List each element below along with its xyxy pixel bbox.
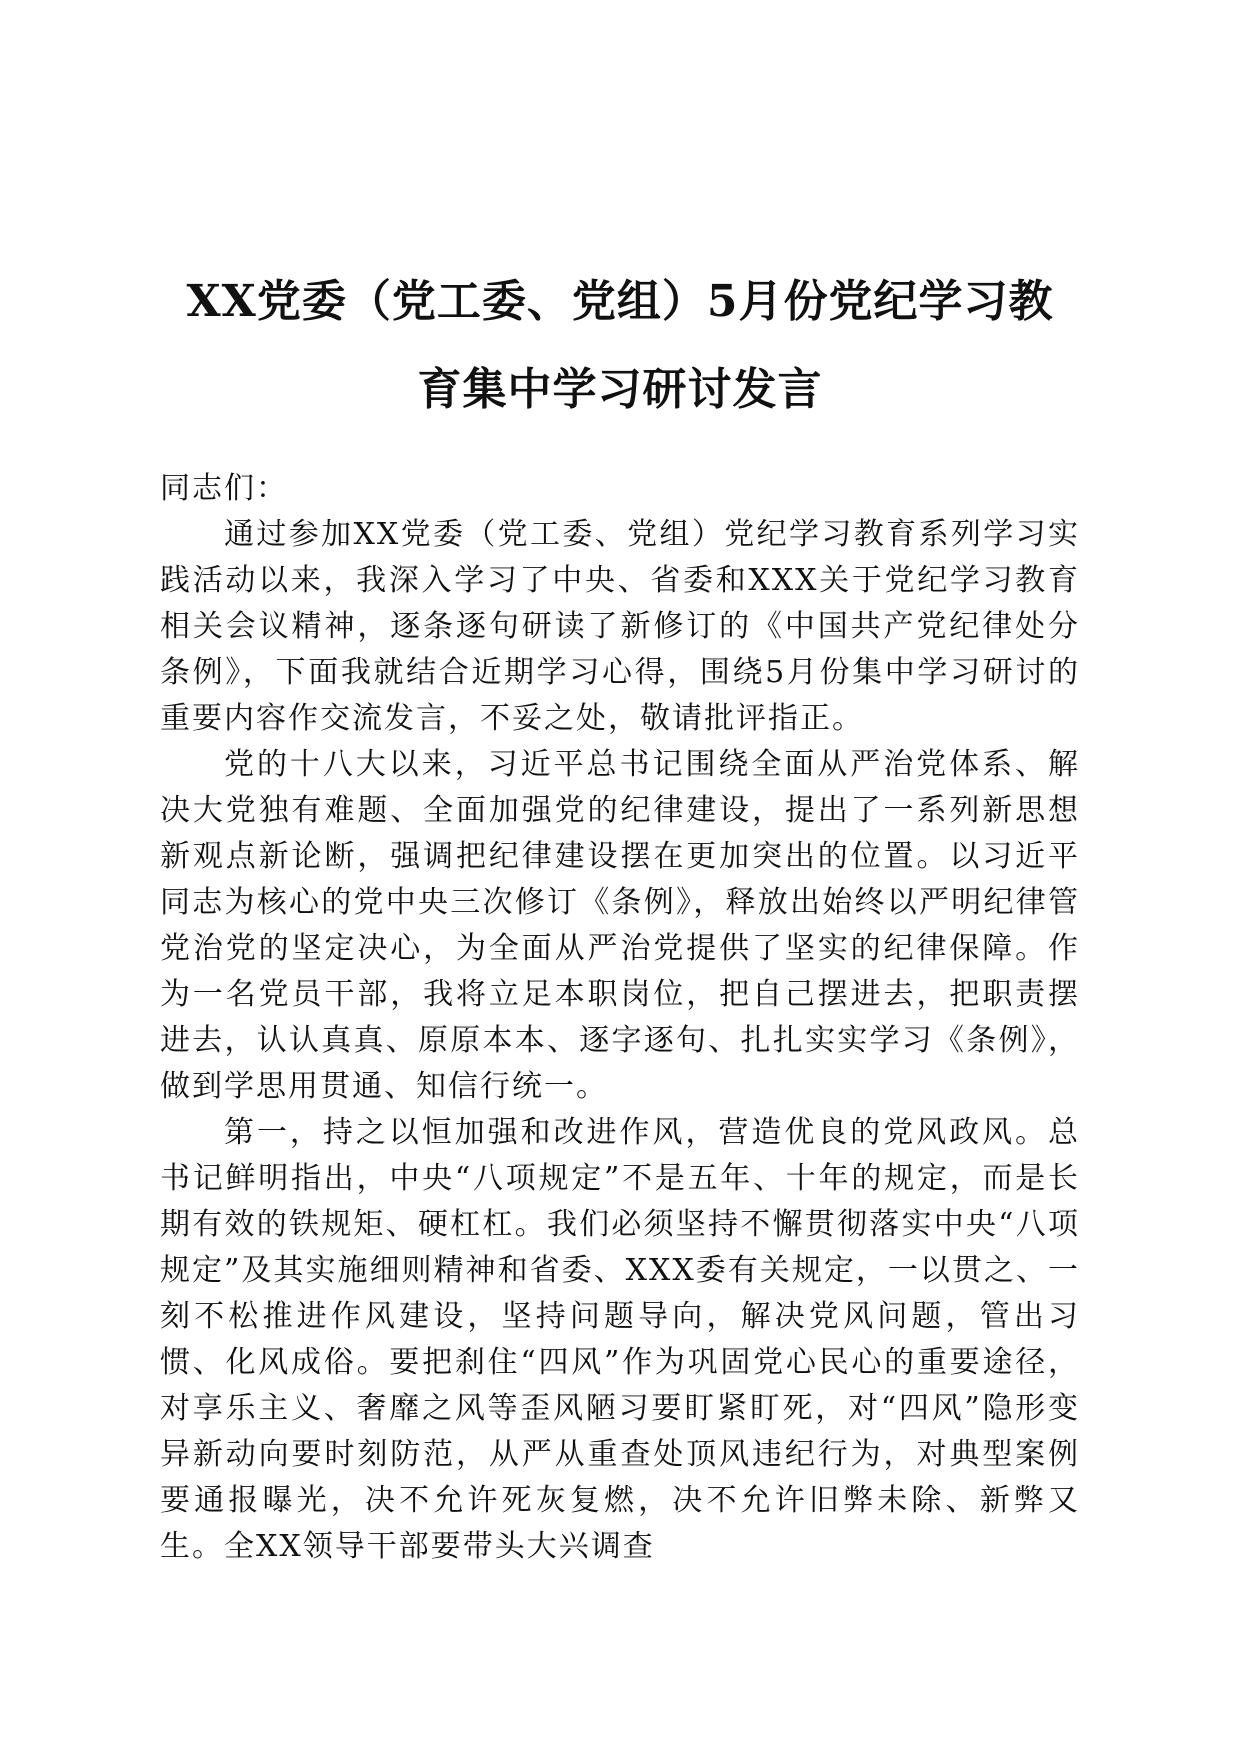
paragraph-2: 党的十八大以来，习近平总书记围绕全面从严治党体系、解决大党独有难题、全面加强党的纪律建设，提出了一系列新思想新观点新论断，强调把纪律建设摆在更加突出的位置。以习近平同志为核心的党中央三次修订《条例》，释放出始终以严明纪律管党治党的坚定决心，为全面从严治党提供了坚实的纪律保障。作为一名党员干部，我将立足本职岗位，把自己摆进去，把职责摆进去，认认真真、原原本本、逐字逐句、扎扎实实学习《条例》，做到学思用贯通、知信行统一。 [160, 747, 1080, 1104]
paragraph-1: 通过参加XX党委（党工委、党组）党纪学习教育系列学习实践活动以来，我深入学习了中央、省委和XXX关于党纪学习教育相关会议精神，逐条逐句研读了新修订的《中国共产党纪律处分条例》，下面我就结合近期学习心得，围绕5月份集中学习研讨的重要内容作交流发言，不妥之处，敬请批评指正。 [160, 517, 1080, 736]
salutation: 同志们： [160, 471, 288, 506]
title-line-2: 育集中学习研讨发言 [417, 364, 823, 415]
document-title [140, 258, 1100, 434]
document-body [160, 466, 1080, 1570]
paragraph-3: 第一，持之以恒加强和改进作风，营造优良的党风政风。总书记鲜明指出，中央“八项规定”不是五年、十年的规定，而是长期有效的铁规矩、硬杠杠。我们必须坚持不懈贯彻落实中央“八项规定”及其实施细则精神和省委、XXX委有关规定，一以贯之、一刻不松推进作风建设，坚持问题导向，解决党风问题，管出习惯、化风成俗。要把刹住“四风”作为巩固党心民心的重要途径，对享乐主义、奢靡之风等歪风陋习要盯紧盯死，对“四风”隐形变异新动向要时刻防范，从严从重查处顶风违纪行为，对典型案例要通报曝光，决不允许死灰复燃，决不允许旧弊未除、新弊又生。全XX领导干部要带头大兴调查 [160, 1115, 1080, 1564]
title-line-1: XX党委（党工委、党组）5月份党纪学习教 [186, 276, 1054, 327]
